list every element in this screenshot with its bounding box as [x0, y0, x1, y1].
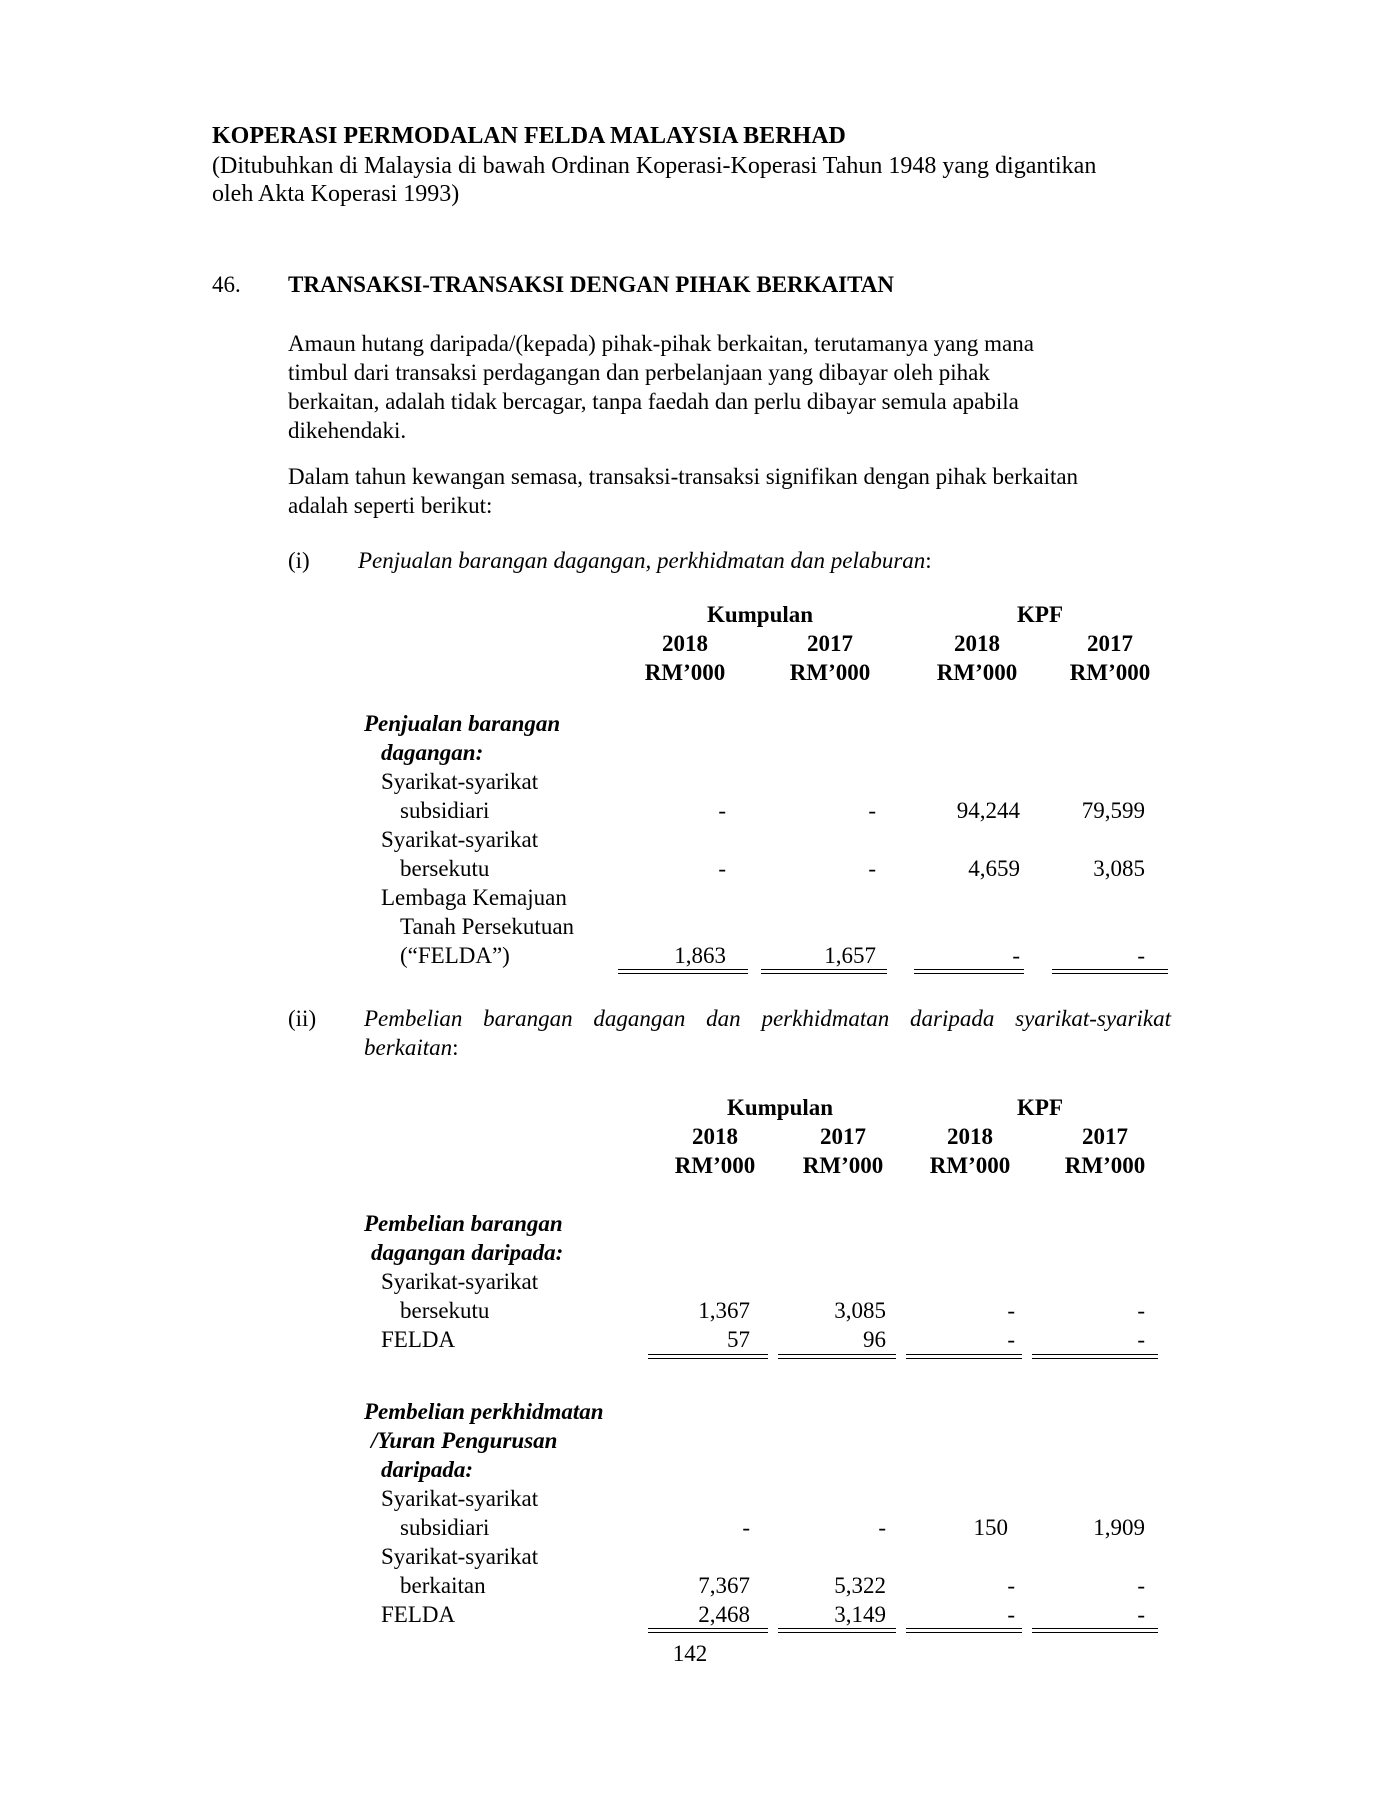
part-ii-block1-heading-1: Pembelian barangan: [364, 1211, 563, 1236]
part-ii-header-kpf: KPF: [1017, 1095, 1063, 1120]
part-i-total-rule-2: [761, 969, 887, 974]
part-i-unit-1: RM’000: [644, 660, 726, 685]
part-ii-b2-row-1-label-2: subsidiari: [400, 1515, 490, 1540]
part-i-row-3-label-2: Tanah Persekutuan: [400, 914, 575, 939]
part-ii-b2-row-2-val-4: -: [1137, 1573, 1145, 1598]
part-ii-b2-row-1-label-1: Syarikat-syarikat: [381, 1486, 539, 1511]
part-ii-b1-row-1-label-1: Syarikat-syarikat: [381, 1269, 539, 1294]
part-ii-b1-row-1-val-3: -: [1007, 1298, 1015, 1323]
company-subtitle-line-2: oleh Akta Koperasi 1993): [212, 181, 460, 207]
para1-line-2: timbul dari transaksi perdagangan dan perbelanjaan yang dibayar oleh pihak: [288, 360, 990, 385]
part-i-row-2-val-2: -: [868, 856, 876, 881]
part-ii-b1-total-rule-2: [778, 1354, 896, 1359]
part-ii-year-1: 2018: [692, 1124, 738, 1149]
part-i-row-2-label-2: bersekutu: [400, 856, 490, 881]
part-ii-b1-total-rule-4: [1032, 1354, 1158, 1359]
part-i-row-2-val-1: -: [718, 856, 726, 881]
part-i-year-3: 2018: [954, 631, 1000, 656]
company-subtitle-line-1: (Ditubuhkan di Malaysia di bawah Ordinan Koperasi-Koperasi Tahun 1948 yang digantikan: [212, 153, 1097, 179]
part-i-block-heading-2: dagangan:: [381, 740, 484, 765]
part-ii-marker: (ii): [288, 1006, 317, 1031]
part-ii-block2-heading-2: /Yuran Pengurusan: [371, 1428, 558, 1453]
part-i-year-1: 2018: [662, 631, 708, 656]
part-ii-b2-row-3-val-2: 3,149: [834, 1602, 886, 1627]
part-ii-b1-row-2-val-2: 96: [863, 1327, 886, 1352]
part-i-year-4: 2017: [1087, 631, 1133, 656]
para1-line-4: dikehendaki.: [288, 418, 407, 443]
part-i-row-2-val-3: 4,659: [968, 856, 1020, 881]
part-ii-b2-row-2-label-1: Syarikat-syarikat: [381, 1544, 539, 1569]
part-i-row-1-label-2: subsidiari: [400, 798, 490, 823]
part-i-row-3-label-1: Lembaga Kemajuan: [381, 885, 567, 910]
part-i-unit-2: RM’000: [789, 660, 871, 685]
part-ii-b1-row-2-val-1: 57: [727, 1327, 750, 1352]
part-ii-b2-row-1-val-2: -: [878, 1515, 886, 1540]
part-ii-unit-3: RM’000: [929, 1153, 1011, 1178]
part-i-year-2: 2017: [807, 631, 853, 656]
part-i-marker: (i): [288, 548, 310, 573]
part-ii-year-2: 2017: [820, 1124, 866, 1149]
part-ii-b2-row-2-label-2: berkaitan: [400, 1573, 486, 1598]
part-i-row-1-label-1: Syarikat-syarikat: [381, 769, 539, 794]
company-name: KOPERASI PERMODALAN FELDA MALAYSIA BERHAD: [212, 123, 846, 149]
part-i-row-1-val-4: 79,599: [1081, 798, 1145, 823]
part-i-row-3-val-1: 1,863: [674, 943, 726, 968]
part-ii-b2-row-2-val-1: 7,367: [698, 1573, 750, 1598]
part-ii-title-line-1: Pembelian barangan dagangan dan perkhidmatan daripada syarikat-syarikat: [364, 1006, 1171, 1031]
part-i-block-heading-1: Penjualan barangan: [364, 711, 561, 736]
part-i-total-rule-4: [1052, 969, 1168, 974]
part-i-total-rule-1: [618, 969, 748, 974]
part-ii-b2-row-3-val-3: -: [1007, 1602, 1015, 1627]
part-i-header-kumpulan: Kumpulan: [706, 602, 814, 627]
part-ii-unit-4: RM’000: [1064, 1153, 1146, 1178]
part-ii-b2-row-3-val-1: 2,468: [698, 1602, 750, 1627]
part-i-row-1-val-3: 94,244: [956, 798, 1020, 823]
part-ii-b2-row-3-val-4: -: [1137, 1602, 1145, 1627]
part-i-row-2-val-4: 3,085: [1093, 856, 1145, 881]
part-ii-b2-total-rule-1: [648, 1628, 768, 1633]
part-ii-unit-1: RM’000: [674, 1153, 756, 1178]
part-ii-block1-heading-2: dagangan daripada:: [371, 1240, 564, 1265]
note-title: TRANSAKSI-TRANSAKSI DENGAN PIHAK BERKAITAN: [288, 272, 894, 297]
part-ii-b2-total-rule-3: [906, 1628, 1022, 1633]
part-i-row-2-label-1: Syarikat-syarikat: [381, 827, 539, 852]
part-ii-unit-2: RM’000: [802, 1153, 884, 1178]
part-i-unit-4: RM’000: [1069, 660, 1151, 685]
part-i-row-1-val-2: -: [868, 798, 876, 823]
part-i-row-3-val-3: -: [1012, 943, 1020, 968]
part-ii-b1-row-2-val-3: -: [1007, 1327, 1015, 1352]
part-i-row-3-val-2: 1,657: [824, 943, 876, 968]
note-number: 46.: [212, 272, 241, 297]
part-ii-b1-row-1-val-4: -: [1137, 1298, 1145, 1323]
part-i-row-1-val-1: -: [718, 798, 726, 823]
part-ii-b2-total-rule-2: [778, 1628, 896, 1633]
part-ii-b1-row-2-val-4: -: [1137, 1327, 1145, 1352]
part-ii-b2-total-rule-4: [1032, 1628, 1158, 1633]
part-ii-b1-total-rule-3: [906, 1354, 1022, 1359]
part-ii-year-4: 2017: [1082, 1124, 1128, 1149]
part-ii-title-line-2: [364, 1034, 459, 1062]
part-ii-year-3: 2018: [947, 1124, 993, 1149]
part-ii-block2-heading-3: daripada:: [381, 1457, 473, 1482]
part-ii-b1-row-1-val-1: 1,367: [698, 1298, 750, 1323]
para1-line-3: berkaitan, adalah tidak bercagar, tanpa faedah dan perlu dibayar semula apabila: [288, 389, 1019, 414]
part-i-row-3-label-3: (“FELDA”): [400, 943, 510, 968]
part-ii-b1-row-1-val-2: 3,085: [834, 1298, 886, 1323]
part-i-title-text: Penjualan barangan dagangan, perkhidmatan dan pelaburan: [358, 548, 926, 573]
part-ii-block2-heading-1: Pembelian perkhidmatan: [364, 1399, 604, 1424]
page-number: 142: [672, 1641, 708, 1666]
part-ii-b2-row-2-val-3: -: [1007, 1573, 1015, 1598]
part-i-title-colon: :: [925, 548, 932, 573]
para2-line-2: adalah seperti berikut:: [288, 493, 493, 518]
part-ii-b1-row-2-label-1: FELDA: [381, 1327, 456, 1352]
part-ii-b2-row-1-val-3: 150: [973, 1515, 1008, 1540]
part-ii-b1-row-1-label-2: bersekutu: [400, 1298, 490, 1323]
part-ii-b1-total-rule-1: [648, 1354, 768, 1359]
part-ii-b2-row-3-label-1: FELDA: [381, 1602, 456, 1627]
part-ii-b2-row-2-val-2: 5,322: [834, 1573, 886, 1598]
part-i-title: [358, 547, 932, 575]
part-i-row-3-val-4: -: [1137, 943, 1145, 968]
part-i-total-rule-3: [914, 969, 1024, 974]
part-ii-title-line-2-text: berkaitan: [364, 1035, 453, 1060]
part-i-unit-3: RM’000: [936, 660, 1018, 685]
part-i-header-kpf: KPF: [1017, 602, 1063, 627]
para1-line-1: Amaun hutang daripada/(kepada) pihak-pihak berkaitan, terutamanya yang mana: [288, 331, 1034, 356]
part-ii-title-colon: :: [452, 1035, 459, 1060]
para2-line-1: Dalam tahun kewangan semasa, transaksi-transaksi signifikan dengan pihak berkaitan: [288, 464, 1079, 489]
part-ii-b2-row-1-val-4: 1,909: [1093, 1515, 1145, 1540]
part-ii-b2-row-1-val-1: -: [742, 1515, 750, 1540]
part-ii-header-kumpulan: Kumpulan: [726, 1095, 834, 1120]
